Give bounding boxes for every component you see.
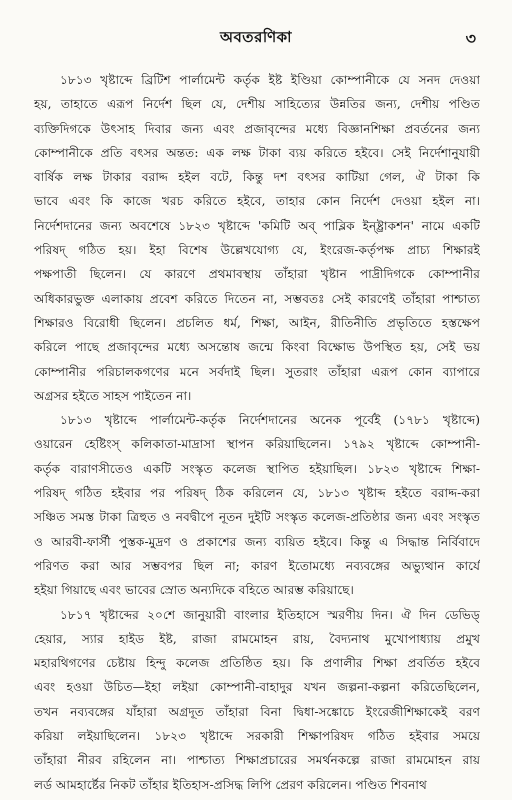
text-line: ১৮১৩ খৃষ্টাব্দে পার্লামেন্ট-কর্তৃক নির্দেশদানের অনেক পূর্বেই (১৭৮১ খৃষ্টাব্দে) <box>60 413 480 428</box>
paragraph <box>34 603 480 797</box>
text-line: সঞ্চিত সমস্ত টাকা ত্রিহুত ও নবদ্বীপে নূতন দুইটি সংস্কৃত কলেজ-প্রতিষ্ঠার জন্য এবং সংস্কৃত <box>34 510 480 525</box>
text-line: বার্ষিক লক্ষ টাকার বরাদ্দ হইল বটে, কিন্তু দশ বৎসর কাটিয়া গেল, ঐ টাকা কি <box>34 170 480 185</box>
text-line: পরিষদ্ গঠিত হইবার পর পরিষদ্ ঠিক করিলেন যে, ১৮১৩ খৃষ্টাব্দ হইতে বরাদ্দ-করা <box>34 486 480 501</box>
text-line: পরিণত করা আর সম্ভবপর ছিল না; কারণ ইতোমধ্যে নব্যবঙ্গের অভ্যুত্থান কার্যে <box>34 558 480 573</box>
text-line: করিয়া লইয়াছিলেন। ১৮২৩ খৃষ্টাব্দে সরকারী শিক্ষাপরিষদ গঠিত হইবার সময়ে <box>34 729 480 744</box>
text-line: নির্দেশদানের জন্য অবশেষে ১৮২৩ খৃষ্টাব্দে 'কমিটি অব্ পাব্লিক ইন্‌ষ্ট্রাকশন' নামে একটি <box>34 218 480 233</box>
text-line: কোম্পানীকে প্রতি বৎসর অন্তত: এক লক্ষ টাকা ব্যয় করিতে হইবে। সেই নির্দেশানুযায়ী <box>34 145 480 160</box>
paragraph <box>34 68 480 408</box>
text-line: ভাবে এবং কি কাজে খরচ করিতে হইবে, তাহার কোন নির্দেশ দেওয়া হইল না। <box>34 194 480 209</box>
text-line: ওয়ারেন হেষ্টিংস্ কলিকাতা-মাদ্রাসা স্থাপন করিয়াছিলেন। ১৭৯২ খৃষ্টাব্দে কোম্পানী- <box>34 437 480 452</box>
text-line: কর্তৃক বারাণসীতেও একটি সংস্কৃত কলেজ স্থাপিত হইয়াছিল। ১৮২৩ খৃষ্টাব্দে শিক্ষা- <box>34 461 480 476</box>
text-line: মহারথিগণের চেষ্টায় হিন্দু কলেজ প্রতিষ্ঠিত হয়। কি প্রণালীর শিক্ষা প্রবর্তিত হইবে <box>34 656 480 671</box>
text-line: ও আরবী-ফার্সী পুস্তক-মুদ্রণ ও প্রকাশের জন্য ব্যয়িত হইবে। কিন্তু এ সিদ্ধান্ত নির্বিবাদে <box>34 534 480 549</box>
text-line: পরিষদ্ গঠিত হয়। ইহা বিশেষ উল্লেখযোগ্য যে, ইংরেজ-কর্তৃপক্ষ প্রাচ্য শিক্ষারই <box>34 243 480 258</box>
paragraph <box>34 408 480 602</box>
body-text <box>34 68 480 797</box>
text-line: করিলে পাছে প্রজাবৃন্দের মধ্যে অসন্তোষ জন্মে কিংবা বিক্ষোভ উপস্থিত হয়, সেই ভয় <box>34 340 480 355</box>
text-line: তাঁহারা নীরব রহিলেন না। পাশ্চাত্য শিক্ষাপ্রচারের সমর্থনকল্পে রাজা রামমোহন রায় <box>34 753 480 768</box>
text-line: হয়, তাহাতে এরূপ নির্দেশ ছিল যে, দেশীয় সাহিত্যের উন্নতির জন্য, দেশীয় পণ্ডিত <box>34 97 480 112</box>
text-line: ১৮১৭ খৃষ্টাব্দের ২০শে জানুয়ারী বাংলার ইতিহাসে স্মরণীয় দিন। ঐ দিন ডেভিড্ <box>60 607 480 622</box>
text-line: পক্ষপাতী ছিলেন। যে কারণে প্রথমাবস্থায় তাঁহারা খৃষ্টান পাদ্রীদিগকে কোম্পানীর <box>34 267 480 282</box>
text-line: হেয়ার, স্যার হাইড ইষ্ট, রাজা রামমোহন রায়, বৈদ্যনাথ মুখোপাধ্যায় প্রমুখ <box>34 631 480 646</box>
text-line: তখন নব্যবঙ্গের যাঁহারা অগ্রদূত তাঁহারা বিনা দ্বিধা-সঙ্কোচে ইংরেজীশিক্ষাকেই বরণ <box>34 704 480 719</box>
running-title: অবতরণিকা <box>219 28 293 46</box>
text-line: অধিকারভুক্ত এলাকায় প্রবেশ করিতে দিতেন না, সম্ভবতঃ সেই কারণেই তাঁহারা পাশ্চাত্য <box>34 291 480 306</box>
text-line: এবং হওয়া উচিত—ইহা লইয়া কোম্পানী-বাহাদুর যখন জল্পনা-কল্পনা করিতেছিলেন, <box>34 680 480 695</box>
text-line: লর্ড আমহার্ষ্টের নিকট তাঁহার ইতিহাস-প্রসিদ্ধ লিপি প্রেরণ করিলেন। পণ্ডিত শিবনাথ <box>34 777 427 792</box>
text-line: শিক্ষারও বিরোধী ছিলেন। প্রচলিত ধর্ম, শিক্ষা, আইন, রীতিনীতি প্রভৃতিতে হস্তক্ষেপ <box>34 315 480 330</box>
text-line: কোম্পানীর পরিচালকগণের মনে সর্বদাই ছিল। সুতরাং তাঁহারা এরূপ কোন ব্যাপারে <box>34 364 480 379</box>
text-line: হইয়া গিয়াছে এবং ভাবের স্রোত অন্যদিকে বহিতে আরম্ভ করিয়াছে। <box>34 583 354 598</box>
text-line: ব্যক্তিদিগকে উৎসাহ দিবার জন্য এবং প্রজাবৃন্দের মধ্যে বিজ্ঞানশিক্ষা প্রবর্তনের জন্য <box>34 121 480 136</box>
page-number: ৩ <box>465 29 476 48</box>
text-line: ১৮১৩ খৃষ্টাব্দে ব্রিটিশ পার্লামেন্ট কর্তৃক ইষ্ট ইণ্ডিয়া কোম্পানীকে যে সনদ দেওয়া <box>60 73 480 87</box>
text-line: অগ্রসর হইতে সাহস পাইতেন না। <box>34 388 192 403</box>
page-header <box>0 26 512 52</box>
